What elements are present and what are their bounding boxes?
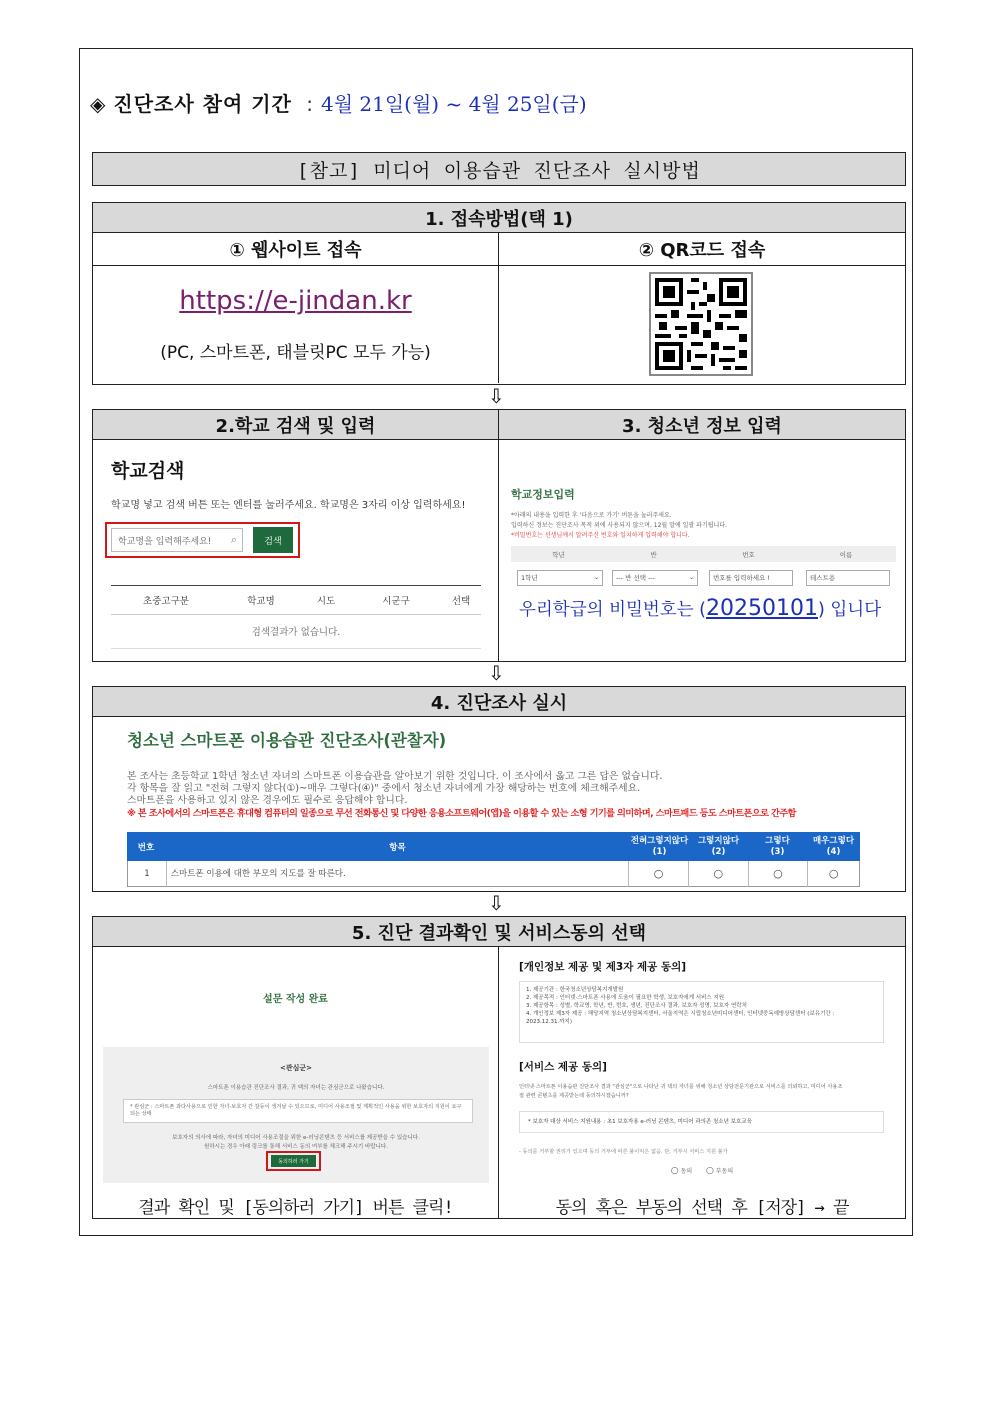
consent-panel xyxy=(499,947,905,1218)
survey-warning: ※ 본 조사에서의 스마트폰은 휴대형 컴퓨터의 일종으로 무선 전화통신 및 다양한 응용소프트웨어(앱)을 이용할 수 있는 소형 기기를 의미하며, 스마트패드 등도 스마트폰으로 간주함 xyxy=(127,808,796,819)
service-text-2: 절 관련 콘텐츠를 제공받는데 동의하시겠습니까? xyxy=(519,1093,629,1099)
device-note: (PC, 스마트폰, 태블릿PC 모두 가능) xyxy=(160,343,431,363)
step1-section xyxy=(92,202,906,385)
result-divider xyxy=(111,648,481,649)
reference-title: [참고] 미디어 이용습관 진단조사 실시방법 xyxy=(92,152,906,186)
col-item: 항목 xyxy=(389,842,406,853)
survey-table-row xyxy=(127,861,860,887)
grade-select-value: 1학년 xyxy=(521,574,538,582)
result-notice-2: 원하시는 경우 아래 링크를 통해 서비스 동의 여부를 체크해 주시기 바랍니다. xyxy=(204,1144,388,1150)
consent-caption: 동의 혹은 부동의 선택 후 [저장] → 끝 xyxy=(555,1198,849,1218)
school-search-input[interactable] xyxy=(111,528,243,552)
survey-done-title: 설문 작성 완료 xyxy=(263,994,328,1005)
privacy-consent-title: [개인정보 제공 및 제3자 제공 동의] xyxy=(519,961,687,973)
result-text: 스마트폰 이용습관 진단조사 결과, 귀 댁의 자녀는 관심군으로 나왔습니다. xyxy=(207,1085,385,1091)
column-header: 번호 xyxy=(742,550,755,559)
website-cell xyxy=(93,266,499,383)
period-colon: : xyxy=(306,92,313,116)
service-text-1: 인터넷·스마트폰 이용습관 진단조사 결과 "관심군"으로 나타난 귀 댁의 자녀를 위해 청소년 상담전문기관으로 서비스를 의뢰하고, 미디어 사용조 xyxy=(519,1084,843,1090)
class-password: 20250101 xyxy=(706,596,818,621)
radio-option-4[interactable]: ○ xyxy=(828,866,839,880)
step1-title: 1. 접속방법(택 1) xyxy=(93,203,905,233)
grade-select[interactable] xyxy=(517,570,603,586)
column-header: 선택 xyxy=(451,596,471,607)
step5-title: 5. 진단 결과확인 및 서비스동의 선택 xyxy=(93,917,905,947)
chevron-down-icon: ⌄ xyxy=(688,574,694,581)
school-search-instruction: 학교명 넣고 검색 버튼 또는 엔터를 눌러주세요. 학교명은 3자리 이상 입력하세요! xyxy=(111,500,466,511)
disagree-radio-icon[interactable]: ○ xyxy=(706,1166,714,1176)
school-result-header xyxy=(111,585,481,615)
column-header: 초중고구분 xyxy=(143,596,189,607)
column-header: 시군구 xyxy=(382,596,410,607)
name-input[interactable]: 테스트용 xyxy=(806,570,890,586)
participation-period xyxy=(90,88,587,117)
radio-option-1[interactable]: ○ xyxy=(629,861,689,887)
password-prefix: 우리학급의 비밀번호는 ( xyxy=(519,600,707,620)
column-header: 학교명 xyxy=(247,596,275,607)
student-info-heading: 학교정보입력 xyxy=(511,488,575,501)
radio-option-3[interactable]: ○ xyxy=(749,861,809,887)
student-info-note-1: *아래의 내용을 입력한 후 '다음으로 가기' 버튼을 눌러주세요. xyxy=(511,512,672,519)
period-value: 4월 21일(월) ~ 4월 25일(금) xyxy=(321,92,587,116)
step2-title: 2.학교 검색 및 입력 xyxy=(93,410,499,439)
password-suffix: ) 입니다 xyxy=(818,600,882,620)
qr-access-header: ② QR코드 접속 xyxy=(638,240,766,261)
radio-option-2[interactable]: ○ xyxy=(689,861,749,887)
class-select[interactable] xyxy=(612,570,698,586)
student-info-column-header xyxy=(511,546,896,562)
privacy-item: 2023.12.31.까지) xyxy=(526,1019,573,1025)
option-2-header: 그렇지않다 (2) xyxy=(697,835,740,857)
col-number: 번호 xyxy=(137,842,155,853)
qr-code-icon[interactable] xyxy=(649,272,753,376)
website-access-header: ① 웹사이트 접속 xyxy=(93,233,499,265)
option-3-header: 그렇다 (3) xyxy=(765,835,790,857)
search-icon: ⌕ xyxy=(230,533,237,546)
class-select-value: --- 반 선택 --- xyxy=(616,574,656,582)
service-note: - 동의를 거부할 권리가 있으며 동의 거부에 따른 불이익은 없음. 단, 거부시 서비스 지원 불가 xyxy=(519,1149,728,1155)
number-input[interactable]: 번호를 입력하세요 ! xyxy=(709,570,793,586)
website-url-link[interactable]: https://e-jindan.kr xyxy=(179,286,412,316)
service-consent-title: [서비스 제공 동의] xyxy=(519,1061,607,1073)
survey-desc-1: 본 조사는 초등학교 1학년 청소년 자녀의 스마트폰 이용습관을 알아보기 위한 것입니다. 이 조사에서 옳고 그른 답은 없습니다. xyxy=(127,771,663,782)
step4-title: 4. 진단조사 실시 xyxy=(93,687,905,717)
agree-radio-icon[interactable]: ○ xyxy=(670,1166,679,1176)
privacy-item: 3. 제공항목 : 성별, 학교명, 학년, 반, 번호, 생년, 진단조사 결과, 보호자 성명, 보호자 연락처 xyxy=(526,1003,747,1009)
row-number: 1 xyxy=(128,861,167,887)
flow-arrow-icon: ⇩ xyxy=(488,661,505,685)
student-info-note-2: 입력하신 정보는 진단조사 목적 외에 사용되지 않으며, 12월 말에 일괄 파기됩니다. xyxy=(511,522,727,529)
privacy-item: 4. 개인정보 제3자 제공 : 해당지역 청소년상담복지센터, 서울지역은 시립청소년미디어센터, 인터넷중독예방상담센터 (보유기간 : xyxy=(526,1011,835,1017)
school-search-button[interactable]: 검색 xyxy=(253,527,293,553)
privacy-item: 1. 제공기관 : 한국청소년상담복지개발원 xyxy=(526,987,624,993)
period-label: 진단조사 참여 기간 xyxy=(113,92,292,116)
result-screenshot xyxy=(103,1047,489,1183)
result-definition-box: * 관심군 : 스마트폰 과다사용으로 인한 자녀-보호자 간 갈등이 생겨날 수 있으므로, 미디어 사용조절 및 계획적인 사용을 위한 보호자의 지원이 요구되는 상태 xyxy=(123,1099,473,1123)
class-password-note xyxy=(519,596,881,621)
result-caption: 결과 확인 및 [동의하러 가기] 버튼 클릭! xyxy=(138,1198,453,1218)
chevron-down-icon: ⌄ xyxy=(593,574,599,581)
step3-title: 3. 청소년 정보 입력 xyxy=(499,410,905,439)
column-header: 반 xyxy=(650,550,657,559)
flow-arrow-icon: ⇩ xyxy=(488,384,505,408)
privacy-items-box xyxy=(519,981,884,1043)
column-header: 이름 xyxy=(839,550,853,559)
consent-options xyxy=(499,1166,905,1176)
step4-section xyxy=(92,686,906,892)
survey-table-header xyxy=(127,832,860,861)
survey-desc-3: 스마트폰을 사용하고 있지 않은 경우에도 필수로 응답해야 합니다. xyxy=(127,795,408,806)
group-label: <관심군> xyxy=(279,1064,313,1072)
agree-option[interactable]: 동의 xyxy=(680,1168,693,1175)
school-search-screenshot xyxy=(93,440,499,661)
row-item: 스마트폰 이용에 대한 부모의 지도를 잘 따른다. xyxy=(167,861,629,887)
column-header: 학년 xyxy=(552,550,565,559)
step2-3-section xyxy=(92,409,906,662)
flow-arrow-icon: ⇩ xyxy=(488,891,505,915)
student-info-screenshot xyxy=(499,440,905,661)
survey-desc-2: 각 항목을 잘 읽고 "전혀 그렇지 않다(①)~매우 그렇다(④)" 중에서 청소년 자녀에게 가장 해당하는 번호에 체크해주세요. xyxy=(127,783,641,794)
survey-title: 청소년 스마트폰 이용습관 진단조사(관찰자) xyxy=(127,731,447,750)
survey-result-panel xyxy=(93,947,499,1218)
service-support-box: * 보호자 대상 서비스 지원내용 : 초1 보호자용 e-러닝 콘텐츠, 미디어 과의존 청소년 보호교육 xyxy=(519,1111,884,1133)
school-search-heading: 학교검색 xyxy=(111,460,185,482)
diamond-bullet-icon: ◈ xyxy=(90,92,106,116)
school-search-placeholder: 학교명을 입력해주세요! xyxy=(118,536,212,547)
column-header: 시도 xyxy=(316,596,336,607)
student-info-note-3: *비밀번호는 선생님께서 알려주신 번호와 일치하게 입력해야 합니다. xyxy=(511,532,690,539)
option-1-header: 전혀그렇지않다 (1) xyxy=(630,835,689,857)
privacy-item: 2. 제공목적 : 인터넷·스마트폰 사용에 도움이 필요한 학생, 보호자에게 서비스 지원 xyxy=(526,995,725,1001)
empty-result-message: 검색결과가 없습니다. xyxy=(251,627,341,638)
go-to-agree-button[interactable]: 동의하러 가기 xyxy=(271,1155,316,1167)
disagree-option[interactable]: 부동의 xyxy=(715,1168,734,1175)
option-4-header: 매우그렇다 (4) xyxy=(812,835,855,857)
step5-section xyxy=(92,916,906,1219)
qr-cell xyxy=(499,266,905,383)
result-notice-1: 보호자의 의사에 따라, 자녀의 미디어 사용조절을 위한 e-러닝콘텐츠 등 서비스를 제공받을 수 있습니다. xyxy=(172,1135,420,1141)
